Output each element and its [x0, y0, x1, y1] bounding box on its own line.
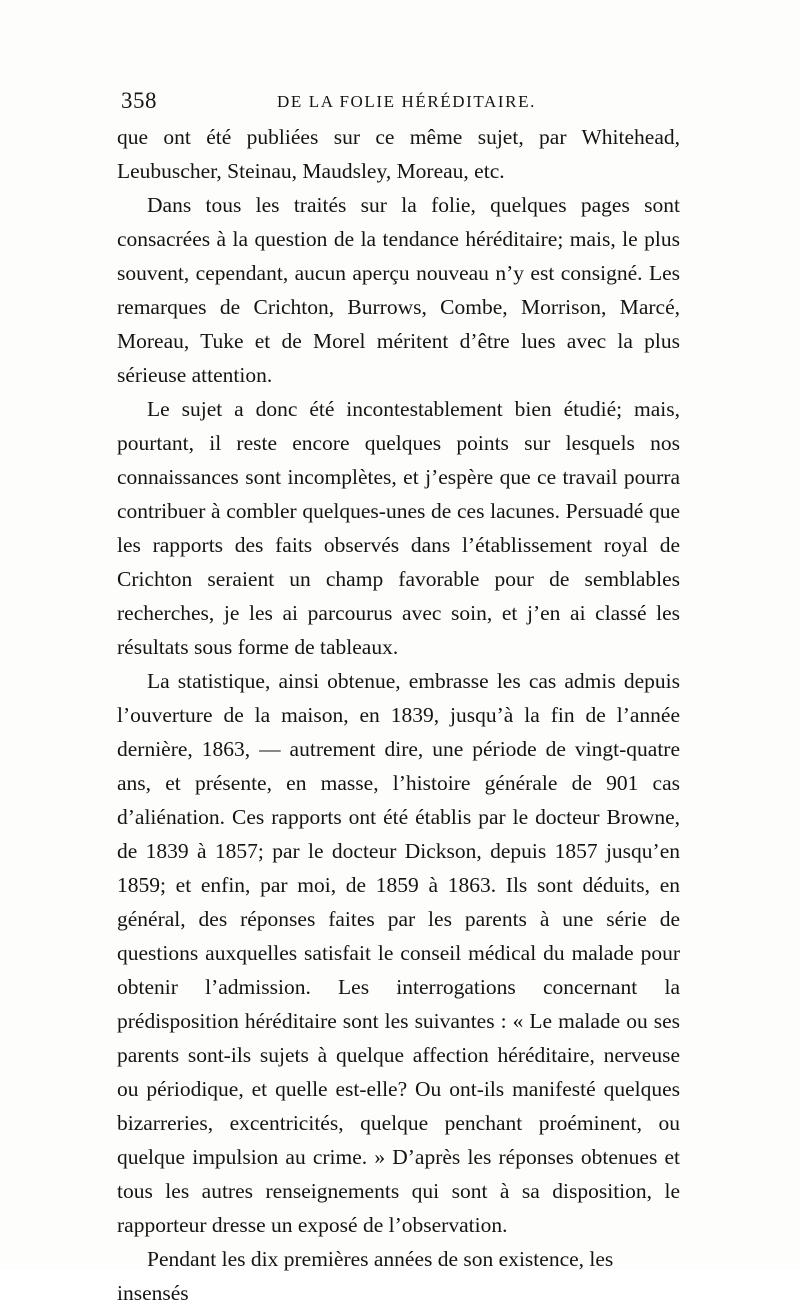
- paragraph-first-years: Pendant les dix premières années de son existence, les insensés: [117, 1247, 614, 1305]
- running-head: [117, 88, 680, 118]
- page-number: 358: [121, 88, 157, 113]
- body-text: [117, 120, 680, 1310]
- paragraph-subject-studied: Le sujet a donc été incontestablement bien étudié; mais, pourtant, il reste encore quelques points sur lesquels nos connaissances sont incomplètes, et j’espère que ce travail pourra contribuer à combler quelques-unes de ces lacunes. Persuadé que les rapports des faits observés dans l’établissement royal de Crichton seraient un champ favorable pour de semblables recherches, je les ai parcourus avec soin, et j’en ai classé les résultats sous forme de tableaux.: [117, 397, 680, 659]
- paragraph-continuation: que ont été publiées sur ce même sujet, par Whitehead, Leubuscher, Steinau, Maudsley, Moreau, etc.: [117, 125, 680, 183]
- paragraph-statistics: La statistique, ainsi obtenue, embrasse les cas admis depuis l’ouverture de la maison, en 1839, jusqu’à la fin de l’année dernière, 1863, — autrement dire, une période de vingt-quatre ans, et présente, en masse, l’histoire générale de 901 cas d’aliénation. Ces rapports ont été établis par le docteur Browne, de 1839 à 1857; par le docteur Dickson, depuis 1857 jusqu’en 1859; et enfin, par moi, de 1859 à 1863. Ils sont déduits, en général, des réponses faites par les parents à une série de questions auxquelles satisfait le conseil médical du malade pour obtenir l’admission. Les interrogations concernant la prédisposition héréditaire sont les suivantes : « Le malade ou ses parents sont-ils sujets à quelque affection héréditaire, nerveuse ou périodique, et quelle est-elle? Ou ont-ils manifesté quelques bizarreries, excentricités, quelque penchant proéminent, ou quelque impulsion au crime. » D’après les réponses obtenues et tous les autres renseignements qui sont à sa disposition, le rapporteur dresse un exposé de l’observation.: [117, 669, 680, 1237]
- running-title: DE LA FOLIE HÉRÉDITAIRE.: [277, 92, 536, 111]
- paragraph-treatises: Dans tous les traités sur la folie, quelques pages sont consacrées à la question de la tendance héréditaire; mais, le plus souvent, cependant, aucun aperçu nouveau n’y est consigné. Les remarques de Crichton, Burrows, Combe, Morrison, Marcé, Moreau, Tuke et de Morel méritent d’être lues avec la plus sérieuse attention.: [117, 193, 680, 387]
